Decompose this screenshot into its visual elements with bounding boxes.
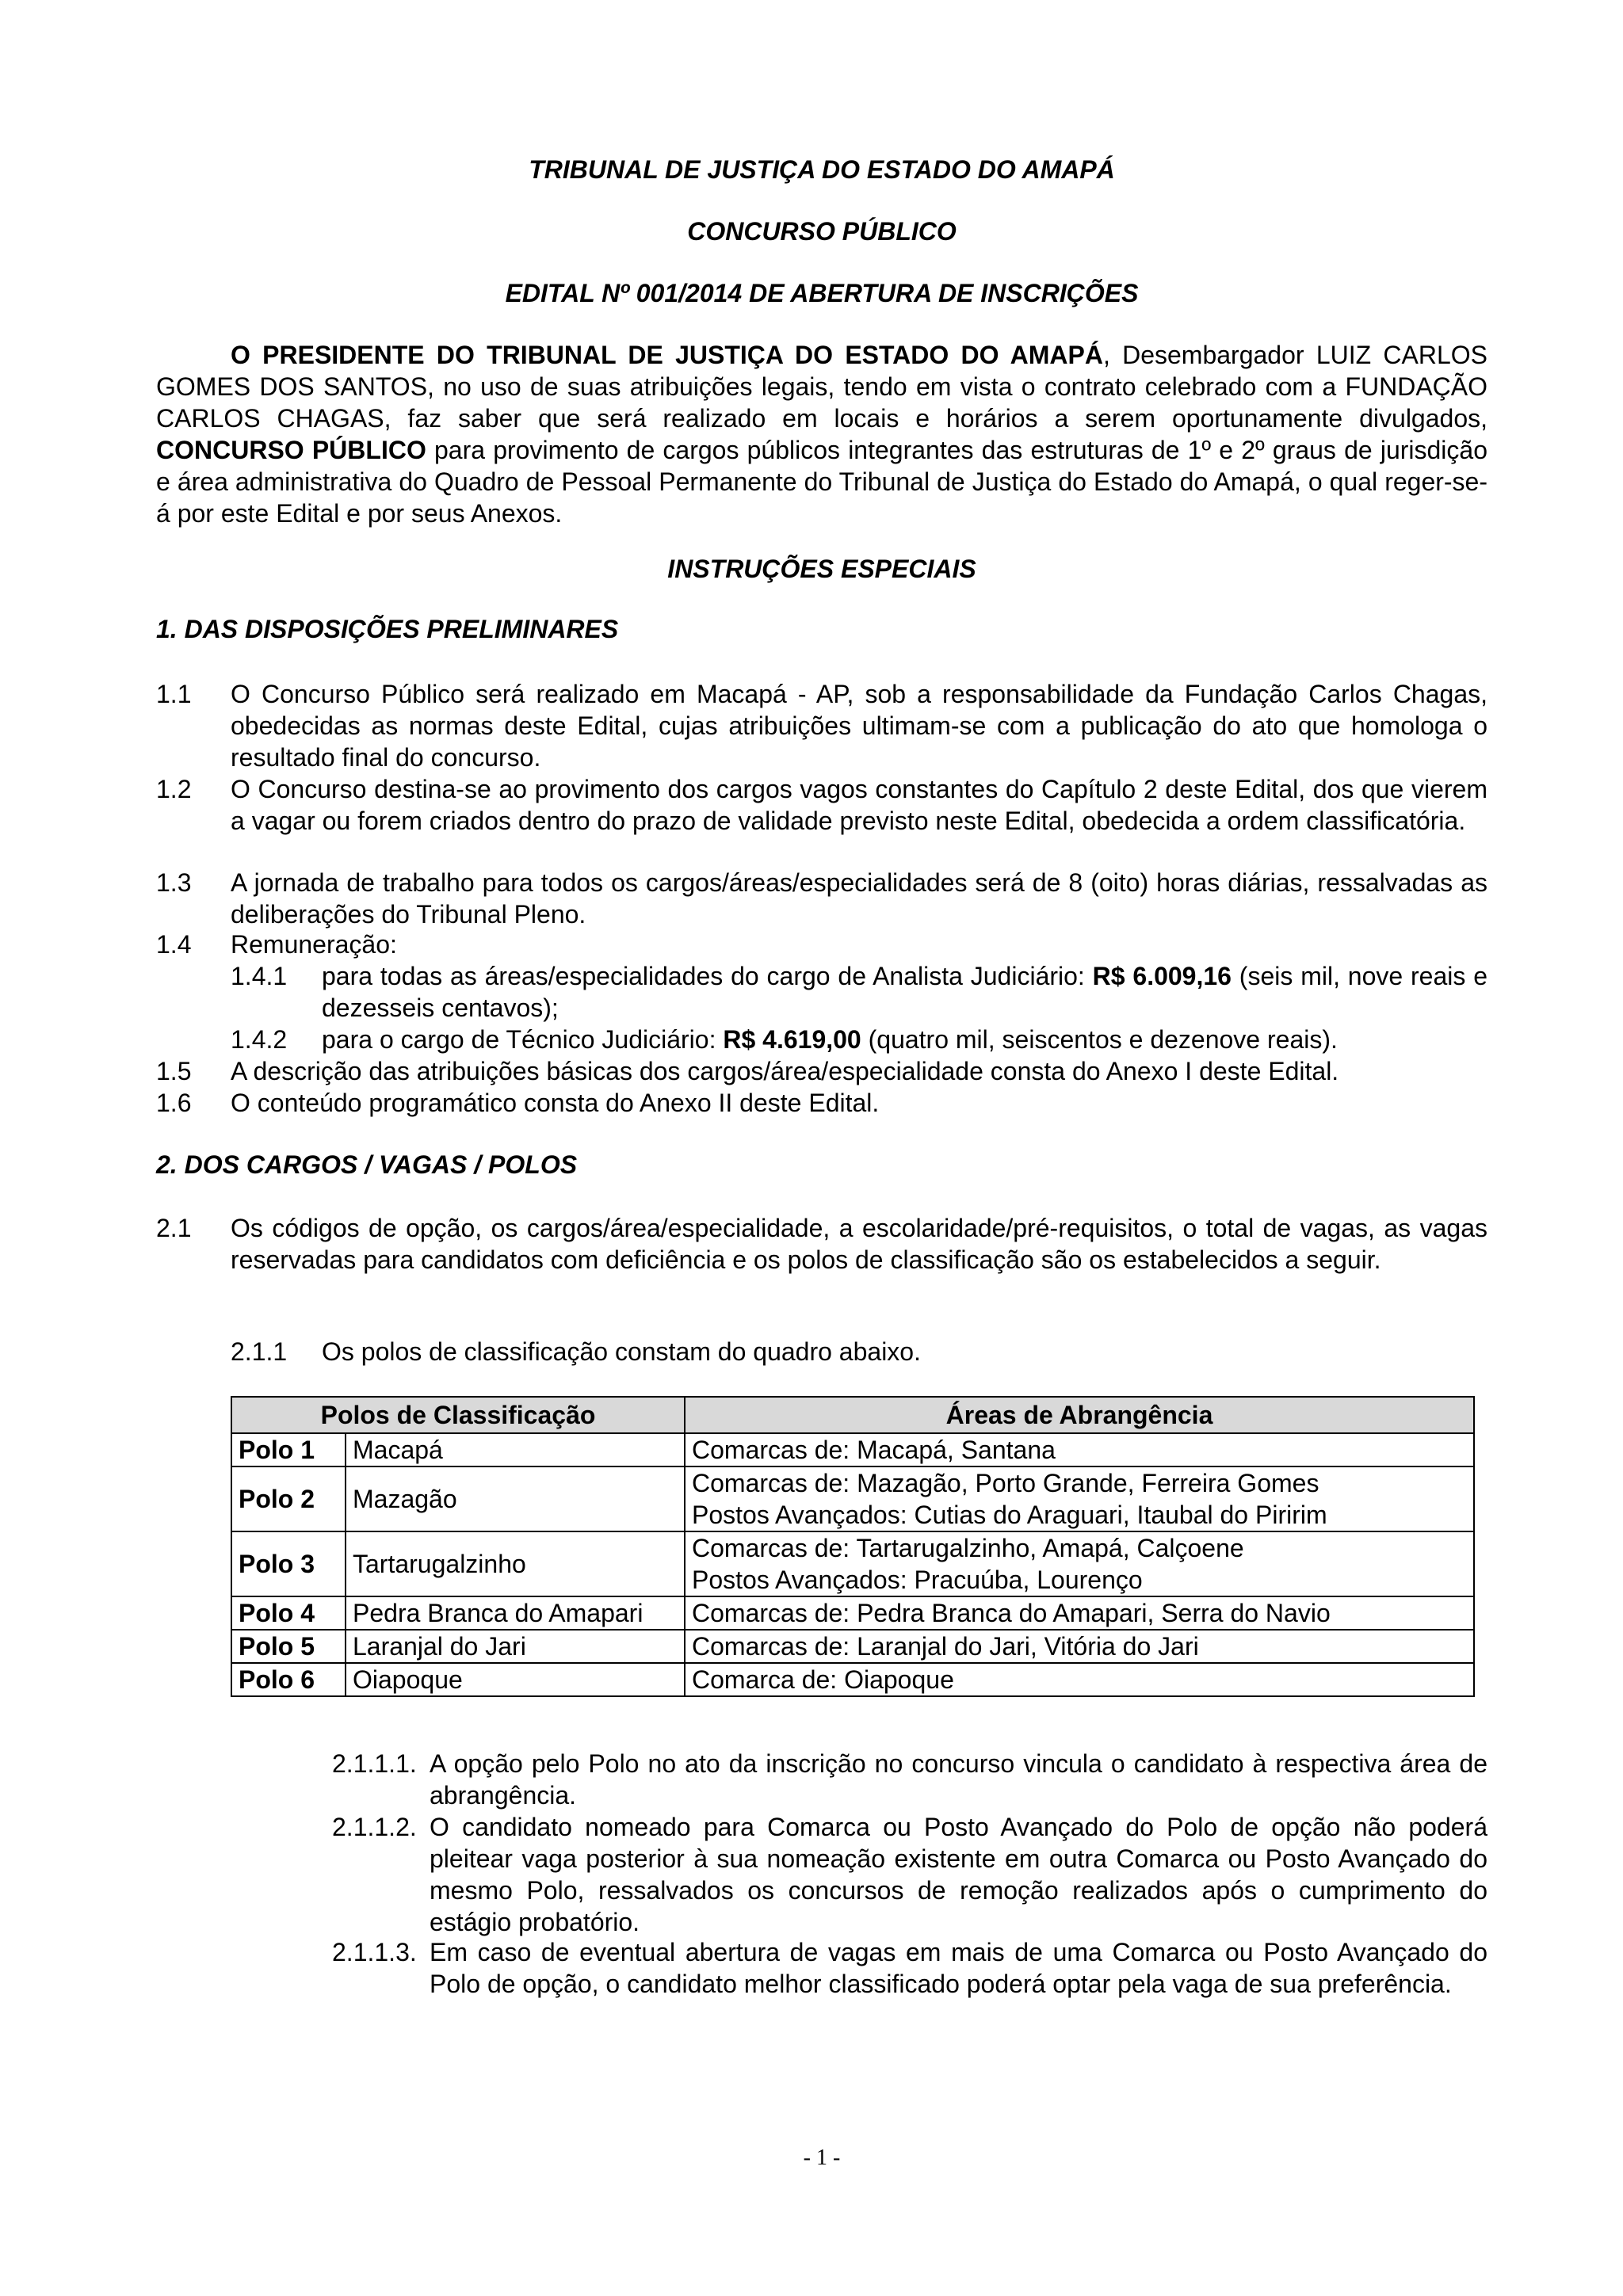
section-1-title: 1. DAS DISPOSIÇÕES PRELIMINARES [156,615,619,643]
area-line: Comarcas de: Macapá, Santana [692,1436,1056,1464]
polo-label: Polo 1 [231,1433,346,1466]
polo-city: Macapá [346,1433,685,1466]
item-text: O Concurso Público será realizado em Macapá - AP, sob a responsabilidade da Fundação Carlos Chagas, obedecidas as normas deste Edital, cujas atribuições ultimam-se com a publicação do ato que homologa o resultado final do concurso. [231,680,1487,772]
item-1-3 [156,867,1487,930]
polos-table [231,1396,1475,1697]
polo-city: Mazagão [346,1466,685,1531]
item-text: Os códigos de opção, os cargos/área/especialidade, a escolaridade/pré-requisitos, o total de vagas, as vagas reservadas para candidatos com deficiência e os polos de classificação são os estabelecidos a seguir. [231,1214,1487,1274]
polo-city: Oiapoque [346,1663,685,1696]
item-2-1-1-3 [156,1936,1487,2031]
remuneracao-analista-extenso: (seis mil, nove reais e dezesseis centavos); [322,962,1488,1022]
polo-area [685,1630,1474,1663]
polo-label: Polo 3 [231,1531,346,1596]
column-header-polos: Polos de Classificação [231,1397,685,1433]
intro-text-1: , Desembargador LUIZ CARLOS GOMES DOS SANTOS, no uso de suas atribuições legais, tendo em vista o contrato celebrado com a FUNDAÇÃO CARLOS CHAGAS, faz saber que será realizado em locais e horários a serem oportunamente divulgados, [156,341,1488,433]
item-text: Remuneração: [231,930,397,959]
instrucoes-heading: INSTRUÇÕES ESPECIAIS [667,555,976,583]
item-text: A jornada de trabalho para todos os cargos/áreas/especialidades será de 8 (oito) horas diárias, ressalvadas as deliberações do Tribunal Pleno. [231,868,1487,929]
item-1-4-1 [156,960,1487,1024]
document-page [156,0,1487,2296]
item-number: 2.1.1.1. [332,1749,417,1778]
item-2-1 [156,1212,1487,1307]
polo-area [685,1433,1474,1466]
area-line: Postos Avançados: Pracuúba, Lourenço [692,1566,1143,1594]
area-line: Postos Avançados: Cutias do Araguari, Itaubal do Piririm [692,1501,1327,1529]
area-line: Comarcas de: Pedra Branca do Amapari, Serra do Navio [692,1599,1331,1627]
item-text: Em caso de eventual abertura de vagas em mais de uma Comarca ou Posto Avançado do Polo de opção, o candidato melhor classificado poderá optar pela vaga de sua preferência. [430,1938,1487,1998]
table-row [231,1663,1474,1696]
edital-title: EDITAL Nº 001/2014 DE ABERTURA DE INSCRIÇÕES [505,279,1139,307]
remuneracao-tecnico-extenso: (quatro mil, seiscentos e dezenove reais). [861,1025,1338,1054]
item-text [322,1024,1487,1055]
remuneracao-tecnico-text: para o cargo de Técnico Judiciário: [322,1025,724,1054]
area-line: Comarcas de: Mazagão, Porto Grande, Ferreira Gomes [692,1469,1319,1497]
remuneracao-analista-text: para todas as áreas/especialidades do cargo de Analista Judiciário: [322,962,1093,990]
item-number: 2.1.1.3. [332,1938,417,1966]
item-text: O candidato nomeado para Comarca ou Posto Avançado do Polo de opção não poderá pleitear vaga posterior à sua nomeação existente em outra Comarca ou Posto Avançado do mesmo Polo, ressalvados os concursos de remoção realizados após o cumprimento do estágio probatório. [430,1813,1487,1936]
item-text: O Concurso destina-se ao provimento dos cargos vagos constantes do Capítulo 2 deste Edital, dos que vierem a vagar ou forem criados dentro do prazo de validade previsto neste Edital, obedecida a ordem classificatória. [231,775,1487,835]
item-1-1 [156,678,1487,773]
header-title: TRIBUNAL DE JUSTIÇA DO ESTADO DO AMAPÁ [529,155,1115,184]
item-number: 1.1 [156,680,192,708]
item-2-1-1-1 [156,1748,1487,1811]
table-row [231,1433,1474,1466]
item-1-6 [156,1087,1487,1119]
item-number: 1.5 [156,1057,192,1085]
area-line: Comarca de: Oiapoque [692,1665,954,1694]
intro-bold-1: O PRESIDENTE DO TRIBUNAL DE JUSTIÇA DO ESTADO DO AMAPÁ [231,341,1103,369]
polo-city: Pedra Branca do Amapari [346,1596,685,1630]
item-text: O conteúdo programático consta do Anexo II deste Edital. [231,1089,880,1117]
header-subtitle: CONCURSO PÚBLICO [687,217,957,246]
page-number: - 1 - [803,2145,841,2170]
table-row [231,1466,1474,1531]
item-number: 1.4.2 [231,1025,288,1054]
item-number: 1.4 [156,930,192,959]
intro-bold-2: CONCURSO PÚBLICO [156,436,426,464]
intro-text-2: para provimento de cargos públicos integrantes das estruturas de 1º e 2º graus de jurisdição e área administrativa do Quadro de Pessoal Permanente do Tribunal de Justiça do Estado do Amapá, o qual reger-se-á por este Edital e por seus Anexos. [156,436,1488,528]
item-number: 1.6 [156,1089,192,1117]
polo-area [685,1466,1474,1531]
remuneracao-tecnico-valor: R$ 4.619,00 [723,1025,861,1054]
area-line: Comarcas de: Tartarugalzinho, Amapá, Calçoene [692,1534,1244,1562]
table-row [231,1630,1474,1663]
item-1-5 [156,1055,1487,1087]
item-2-1-1-2 [156,1811,1487,1938]
item-text: A descrição das atribuições básicas dos cargos/área/especialidade consta do Anexo I deste Edital. [231,1057,1339,1085]
table-header-row [231,1397,1474,1433]
polo-city: Laranjal do Jari [346,1630,685,1663]
polo-label: Polo 2 [231,1466,346,1531]
item-number: 1.4.1 [231,962,288,990]
item-number: 2.1 [156,1214,192,1242]
item-text: Os polos de classificação constam do quadro abaixo. [322,1337,921,1366]
item-number: 2.1.1 [231,1337,288,1366]
area-line: Comarcas de: Laranjal do Jari, Vitória do Jari [692,1632,1199,1661]
polo-city: Tartarugalzinho [346,1531,685,1596]
column-header-areas: Áreas de Abrangência [685,1397,1474,1433]
polo-area [685,1596,1474,1630]
polo-area [685,1531,1474,1596]
item-number: 1.3 [156,868,192,897]
item-number: 1.2 [156,775,192,803]
item-2-1-1 [156,1336,1487,1367]
item-text [322,960,1487,1024]
item-1-4 [156,929,1487,960]
item-number: 2.1.1.2. [332,1813,417,1841]
intro-paragraph [156,339,1487,529]
item-1-4-2 [156,1024,1487,1055]
table-row [231,1531,1474,1596]
remuneracao-analista-valor: R$ 6.009,16 [1092,962,1232,990]
table-row [231,1596,1474,1630]
item-1-2 [156,773,1487,868]
section-2-title: 2. DOS CARGOS / VAGAS / POLOS [156,1150,578,1179]
polo-label: Polo 4 [231,1596,346,1630]
item-text: A opção pelo Polo no ato da inscrição no concurso vincula o candidato à respectiva área de abrangência. [430,1749,1487,1810]
polo-area [685,1663,1474,1696]
polo-label: Polo 5 [231,1630,346,1663]
polo-label: Polo 6 [231,1663,346,1696]
